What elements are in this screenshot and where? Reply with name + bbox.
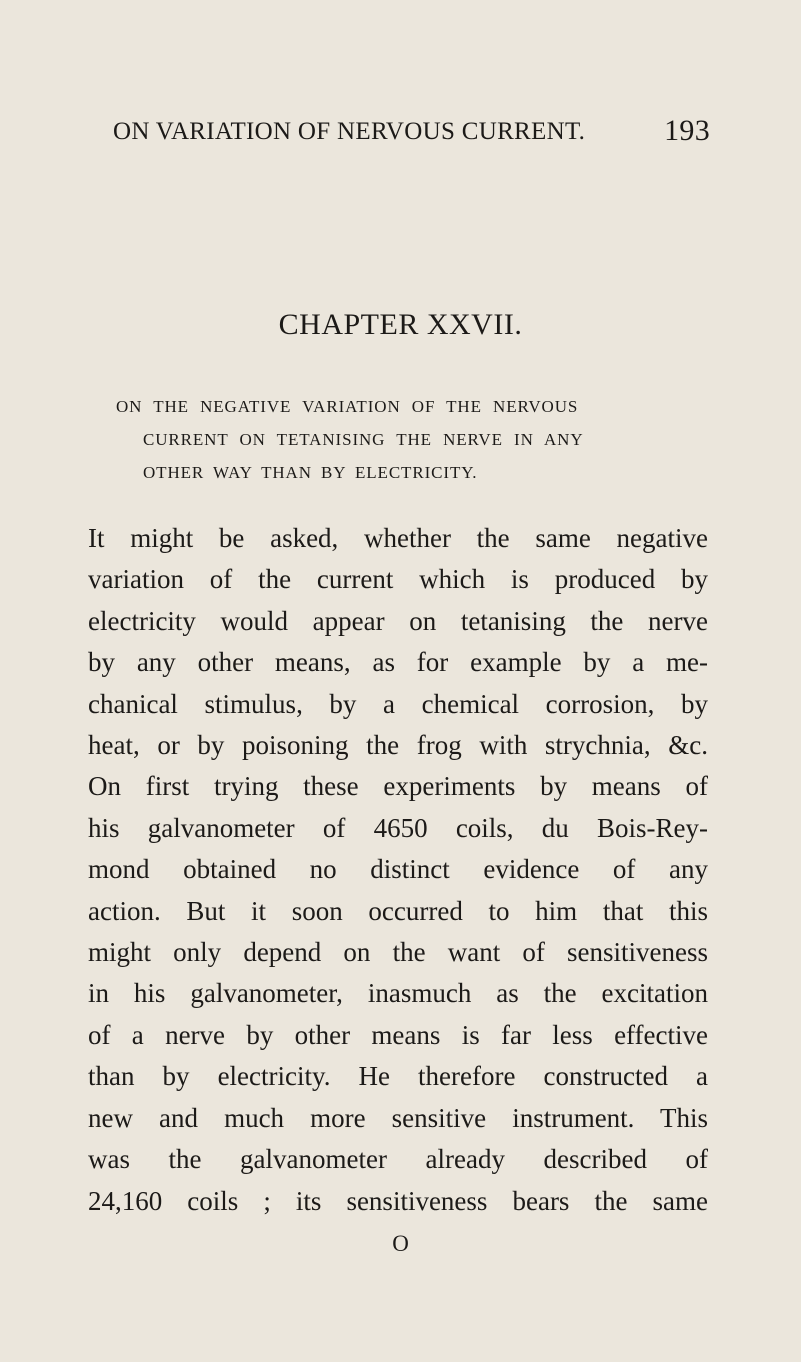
text-line: electricity would appear on tetanising the nerve xyxy=(88,605,708,636)
text-line: in his galvanometer, inasmuch as the excitation xyxy=(88,978,708,1009)
text-line: of a nerve by other means is far less effective xyxy=(88,1019,708,1050)
running-title: ON VARIATION OF NERVOUS CURRENT. xyxy=(113,118,586,145)
subtitle-line: ON THE NEGATIVE VARIATION OF THE NERVOUS xyxy=(116,397,579,416)
body-paragraph xyxy=(88,518,708,1222)
text-line: was the galvanometer already described of xyxy=(88,1144,708,1175)
text-line: mond obtained no distinct evidence of any xyxy=(88,854,708,885)
text-line: might only depend on the want of sensitiveness xyxy=(88,937,708,968)
text-line: action. But it soon occurred to him that this xyxy=(88,895,708,926)
signature-mark: O xyxy=(392,1231,409,1256)
text-line: 24,160 coils ; its sensitiveness bears the same xyxy=(88,1185,708,1216)
text-line: It might be asked, whether the same negative xyxy=(88,523,708,553)
text-line: chanical stimulus, by a chemical corrosion, by xyxy=(88,688,708,719)
subtitle-line: CURRENT ON TETANISING THE NERVE IN ANY xyxy=(143,430,584,449)
page-number: 193 xyxy=(664,114,710,147)
text-line: by any other means, as for example by a me- xyxy=(88,647,708,678)
text-line: new and much more sensitive instrument. This xyxy=(88,1102,708,1133)
text-line: his galvanometer of 4650 coils, du Bois-Rey- xyxy=(88,812,708,843)
text-line: On first trying these experiments by means of xyxy=(88,771,708,802)
chapter-subtitle xyxy=(116,390,716,489)
text-line: heat, or by poisoning the frog with strychnia, &c. xyxy=(88,730,708,761)
subtitle-line: OTHER WAY THAN BY ELECTRICITY. xyxy=(143,463,478,482)
chapter-heading: CHAPTER XXVII. xyxy=(278,308,523,341)
text-line: than by electricity. He therefore constructed a xyxy=(88,1061,708,1092)
text-line: variation of the current which is produced by xyxy=(88,564,708,595)
